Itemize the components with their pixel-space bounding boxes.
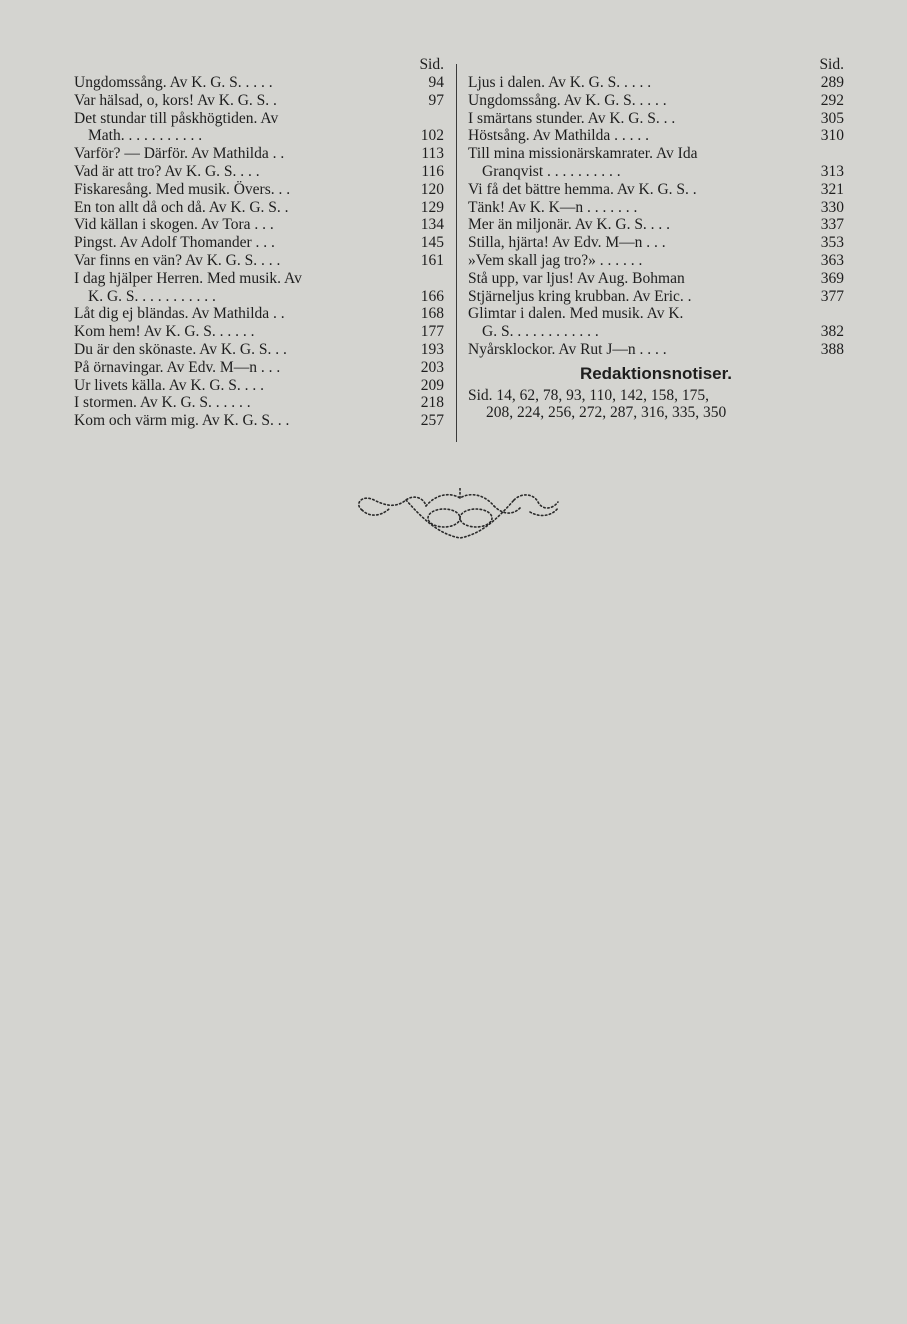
toc-entry-page: 369	[820, 269, 844, 287]
toc-entry-page: 257	[420, 412, 444, 430]
toc-entry-title: I dag hjälper Herren. Med musik. Av	[74, 269, 302, 287]
toc-entry-page: 363	[820, 251, 844, 269]
toc-entry-title: Låt dig ej bländas. Av Mathilda . .	[74, 305, 285, 323]
toc-entry-title: Glimtar i dalen. Med musik. Av K.	[468, 305, 684, 323]
toc-entry-title: Ljus i dalen. Av K. G. S. . . . .	[468, 74, 652, 91]
toc-entry	[74, 341, 444, 359]
toc-entry-page: 168	[420, 305, 444, 323]
toc-entry-page: 289	[820, 74, 844, 91]
toc-entry	[468, 127, 844, 145]
toc-entry-title: Stå upp, var ljus! Av Aug. Bohman	[468, 269, 685, 287]
toc-entry	[74, 377, 444, 395]
toc-entry	[74, 163, 444, 181]
toc-entry-page: 313	[820, 162, 844, 180]
toc-entry	[74, 412, 444, 430]
toc-entry-page: 120	[420, 180, 444, 198]
toc-entry-page: 193	[420, 340, 444, 358]
toc-entry-title: På örnavingar. Av Edv. M—n . . .	[74, 358, 281, 376]
toc-entry	[468, 270, 844, 288]
toc-entry-page: 353	[820, 234, 844, 252]
toc-entry	[74, 394, 444, 412]
decorative-ornament-icon	[352, 488, 568, 552]
toc-entry	[468, 163, 844, 181]
toc-entry	[468, 288, 844, 306]
column-divider	[456, 64, 457, 442]
toc-entry-title: Fiskaresång. Med musik. Övers. . .	[74, 180, 291, 198]
toc-entry-title: Granqvist . . . . . . . . . .	[482, 162, 621, 180]
toc-entry	[74, 252, 444, 270]
toc-entry-title: Var finns en vän? Av K. G. S. . . .	[74, 251, 281, 269]
toc-entry-title: I stormen. Av K. G. S. . . . . .	[74, 394, 251, 412]
toc-entry-title: »Vem skall jag tro?» . . . . . .	[468, 251, 643, 269]
toc-entry	[468, 145, 844, 163]
toc-entry-title: Var hälsad, o, kors! Av K. G. S. .	[74, 91, 277, 109]
toc-entry-page: 330	[820, 198, 844, 216]
toc-entry-page: 134	[420, 216, 444, 234]
toc-entry	[468, 74, 844, 92]
toc-entry-title: G. S. . . . . . . . . . . .	[482, 323, 599, 341]
toc-entry	[74, 216, 444, 234]
toc-entry	[74, 323, 444, 341]
toc-entry-title: Kom hem! Av K. G. S. . . . . .	[74, 323, 255, 341]
toc-entry-page: 337	[820, 216, 844, 234]
toc-entry	[468, 199, 844, 217]
toc-entry	[468, 216, 844, 234]
toc-entry-title: Tänk! Av K. K—n . . . . . . .	[468, 198, 638, 216]
toc-entry-title: Pingst. Av Adolf Thomander . . .	[74, 234, 275, 252]
toc-entry-title: Till mina missionärskamrater. Av Ida	[468, 145, 698, 163]
toc-entry-title: Vi få det bättre hemma. Av K. G. S. .	[468, 180, 697, 198]
toc-entry	[468, 323, 844, 341]
toc-entry	[468, 92, 844, 110]
toc-entry-page: 310	[820, 127, 844, 145]
toc-entry	[468, 181, 844, 199]
toc-entry-title: Mer än miljonär. Av K. G. S. . . .	[468, 216, 671, 234]
toc-entry-title: Det stundar till påskhögtiden. Av	[74, 109, 279, 127]
toc-entry-title: Varför? — Därför. Av Mathilda . .	[74, 145, 285, 163]
toc-right-list	[468, 74, 844, 359]
toc-entry	[74, 127, 444, 145]
sid-header-left: Sid.	[419, 56, 444, 73]
toc-entry	[74, 92, 444, 110]
toc-left-list	[74, 74, 444, 430]
toc-entry-page: 129	[420, 198, 444, 216]
toc-entry	[74, 270, 444, 288]
toc-entry-page: 94	[428, 74, 444, 91]
toc-right-column	[468, 56, 844, 422]
toc-entry-title: Stilla, hjärta! Av Edv. M—n . . .	[468, 234, 666, 252]
toc-entry-page: 305	[820, 109, 844, 127]
toc-entry-title: Ungdomssång. Av K. G. S. . . . .	[468, 91, 667, 109]
toc-entry-title: I smärtans stunder. Av K. G. S. . .	[468, 109, 676, 127]
toc-entry-title: Kom och värm mig. Av K. G. S. . .	[74, 412, 290, 430]
toc-entry-title: Vid källan i skogen. Av Tora . . .	[74, 216, 274, 234]
toc-entry	[74, 110, 444, 128]
notes-pages	[468, 387, 844, 423]
toc-entry-page: 209	[420, 376, 444, 394]
toc-entry	[468, 341, 844, 359]
toc-entry	[468, 305, 844, 323]
toc-entry-page: 113	[421, 145, 444, 163]
toc-entry-title: Du är den skönaste. Av K. G. S. . .	[74, 340, 287, 358]
toc-entry-title: Ungdomssång. Av K. G. S. . . . .	[74, 74, 273, 91]
toc-entry-page: 97	[428, 91, 444, 109]
toc-entry-page: 321	[820, 180, 844, 198]
notes-line-1: Sid. 14, 62, 78, 93, 110, 142, 158, 175,	[468, 386, 709, 404]
toc-entry	[74, 234, 444, 252]
toc-entry-page: 161	[420, 251, 444, 269]
toc-entry-title: K. G. S. . . . . . . . . . .	[88, 287, 216, 305]
notes-title: Redaktionsnotiser.	[579, 363, 733, 383]
toc-entry-page: 388	[820, 340, 844, 358]
toc-entry-title: Stjärneljus kring krubban. Av Eric. .	[468, 287, 692, 305]
toc-entry-page: 102	[420, 127, 444, 145]
toc-entry-page: 177	[420, 323, 444, 341]
toc-entry	[468, 110, 844, 128]
toc-entry-title: Vad är att tro? Av K. G. S. . . .	[74, 162, 260, 180]
toc-entry-title: Höstsång. Av Mathilda . . . . .	[468, 127, 649, 145]
toc-entry-page: 382	[820, 323, 844, 341]
toc-entry	[74, 199, 444, 217]
notes-line-2: 208, 224, 256, 272, 287, 316, 335, 350	[486, 404, 727, 422]
toc-entry-title: Nyårsklockor. Av Rut J—n . . . .	[468, 340, 667, 358]
toc-entry-page: 203	[420, 358, 444, 376]
toc-entry-page: 116	[421, 162, 444, 180]
toc-entry	[468, 252, 844, 270]
toc-entry-title: En ton allt då och då. Av K. G. S. .	[74, 198, 289, 216]
toc-entry-title: Math. . . . . . . . . . .	[88, 127, 203, 145]
toc-entry-title: Ur livets källa. Av K. G. S. . . .	[74, 376, 265, 394]
toc-entry-page: 166	[420, 287, 444, 305]
toc-entry-page: 377	[820, 287, 844, 305]
toc-entry	[74, 305, 444, 323]
toc-entry	[74, 359, 444, 377]
toc-entry	[74, 74, 444, 92]
toc-entry-page: 292	[820, 91, 844, 109]
toc-entry	[74, 145, 444, 163]
toc-entry	[468, 234, 844, 252]
sid-header-right: Sid.	[819, 56, 844, 73]
toc-entry-page: 218	[420, 394, 444, 412]
toc-left-column	[74, 56, 444, 430]
toc-entry-page: 145	[420, 234, 444, 252]
toc-entry	[74, 181, 444, 199]
toc-entry	[74, 288, 444, 306]
